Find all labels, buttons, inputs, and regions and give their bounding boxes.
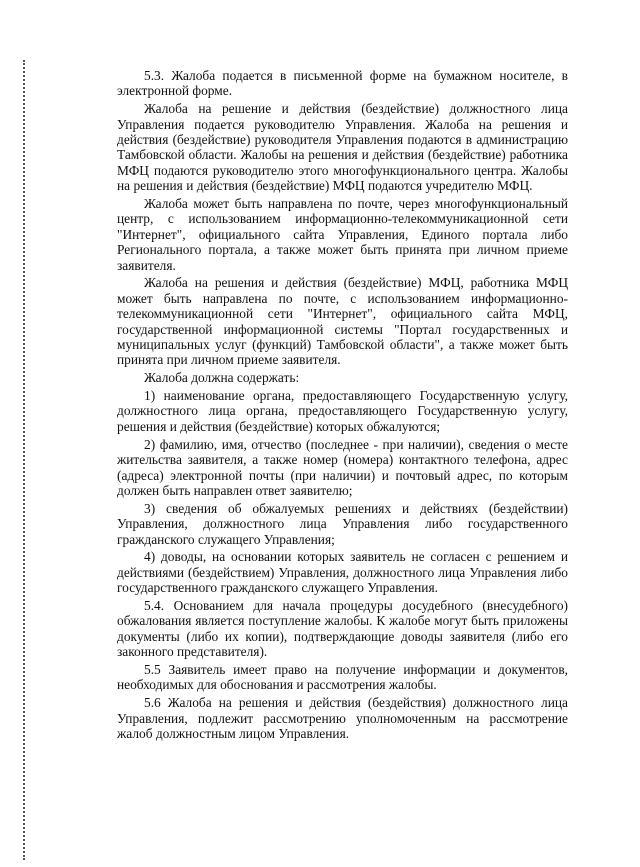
list-item-1: 1) наименование органа, предоставляющего Государственную услугу, должностного лица органа, предоставляющего Государственную услугу, решения и действия (бездействие) которых обжалуются; xyxy=(117,388,568,434)
paragraph-complaint-addressees: Жалоба на решение и действия (бездействие) должностного лица Управления подается руководителю Управления. Жалоба на решения и действия (бездействие) руководителя Управления подаются в администрацию Тамбовской области. Жалобы на решения и действия (бездействие) работника МФЦ подаются руководителю этого многофункционального центра. Жалобы на решения и действия (бездействие) МФЦ подаются учредителю МФЦ. xyxy=(117,101,568,194)
list-item-2: 2) фамилию, имя, отчество (последнее - при наличии), сведения о месте жительства заявителя, а также номер (номера) контактного телефона, адрес (адреса) электронной почты (при наличии) и почтовый адрес, по которым должен быть направлен ответ заявителю; xyxy=(117,436,568,498)
paragraph-5-6: 5.6 Жалоба на решения и действия (бездействия) должностного лица Управления, подлежит рассмотрению уполномоченным на рассмотрение жалоб должностным лицом Управления. xyxy=(117,695,568,741)
list-item-4: 4) доводы, на основании которых заявитель не согласен с решением и действиями (бездействием) Управления, должностного лица Управления либо государственного гражданского служащего Управления. xyxy=(117,549,568,596)
paragraph-5-3: 5.3. Жалоба подается в письменной форме на бумажном носителе, в электронной форме. xyxy=(117,68,568,99)
paragraph-mfc-complaints: Жалоба на решения и действия (бездействие) МФЦ, работника МФЦ может быть направлена по почте, с использованием информационно-телекоммуникационной сети "Интернет", официального сайта МФЦ, государственной информационной системы "Портал государственных и муниципальных услуг (функций) Тамбовской области", а также может быть принята при личном приеме заявителя. xyxy=(117,275,568,368)
document-page xyxy=(117,68,568,744)
paragraph-contents-intro: Жалоба должна содержать: xyxy=(144,370,300,386)
paragraph-submission-channels: Жалоба может быть направлена по почте, через многофункциональный центр, с использованием информационно-телекоммуникационной сети "Интернет", официального сайта Управления, Единого портала либо Регионального портала, а также может быть принята при личном приеме заявителя. xyxy=(117,196,568,273)
binding-edge-marks xyxy=(23,60,25,860)
paragraph-5-5: 5.5 Заявитель имеет право на получение информации и документов, необходимых для обоснования и рассмотрения жалобы. xyxy=(117,661,568,693)
paragraph-5-4: 5.4. Основанием для начала процедуры досудебного (внесудебного) обжалования является поступление жалобы. К жалобе могут быть приложены документы (либо их копии), подтверждающие доводы заявителя (либо его законного представителя). xyxy=(117,597,568,660)
list-item-3: 3) сведения об обжалуемых решениях и действиях (бездействии) Управления, должностного лица Управления либо государственного гражданского служащего Управления; xyxy=(117,500,568,547)
